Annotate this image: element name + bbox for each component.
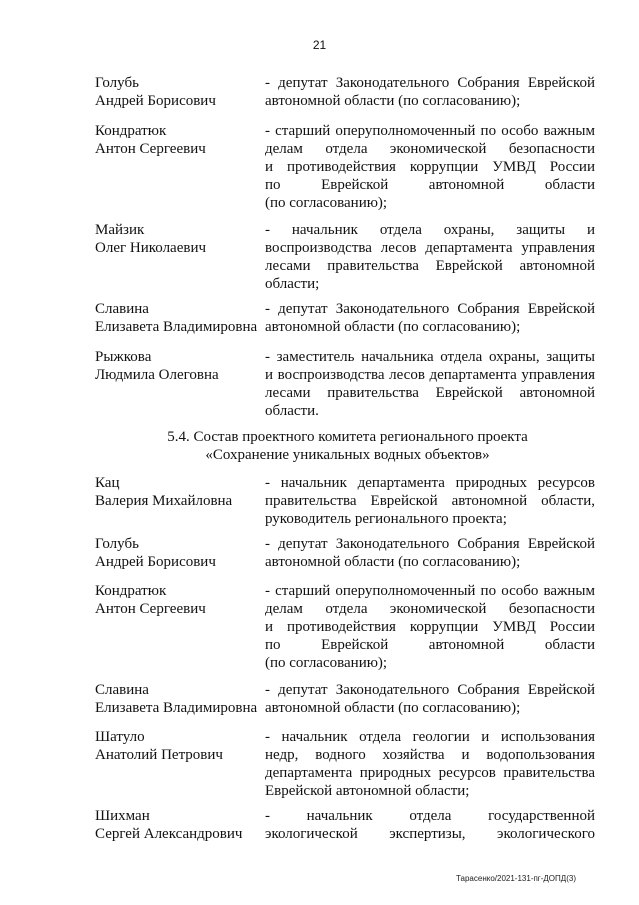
member-role: - депутат Законодательного Собрания Еврейской автономной области (по согласованию); bbox=[265, 682, 595, 716]
member-name: Кондратюк Антон Сергеевич bbox=[95, 123, 206, 157]
document-code: Тарасенко/2021-131-пг-ДОПД(3) bbox=[456, 874, 576, 883]
member-role: - депутат Законодательного Собрания Еврейской автономной области (по согласованию); bbox=[265, 536, 595, 570]
member-name: Майзик Олег Николаевич bbox=[95, 222, 207, 256]
member-role: - депутат Законодательного Собрания Еврейской автономной области (по согласованию); bbox=[265, 301, 595, 335]
member-name: Голубь Андрей Борисович bbox=[95, 75, 216, 109]
member-role: - начальник отдела государственной экологической экспертизы, экологического bbox=[265, 808, 595, 842]
member-role: - старший оперуполномоченный по особо важным делам отдела экономической безопасности и противодействия коррупции УМВД России по Еврейской автономной области (по согласованию); bbox=[265, 123, 595, 211]
member-name: Шатуло Анатолий Петрович bbox=[95, 729, 223, 763]
member-role: - старший оперуполномоченный по особо важным делам отдела экономической безопасности и противодействия коррупции УМВД России по Еврейской автономной области (по согласованию); bbox=[265, 583, 595, 671]
member-role: - начальник департамента природных ресурсов правительства Еврейской автономной области, руководитель регионального проекта; bbox=[265, 475, 595, 527]
member-name: Кондратюк Антон Сергеевич bbox=[95, 583, 206, 617]
member-name: Голубь Андрей Борисович bbox=[95, 536, 216, 570]
member-name: Рыжкова Людмила Олеговна bbox=[95, 349, 219, 383]
member-name: Кац Валерия Михайловна bbox=[95, 475, 233, 509]
member-name: Славина Елизавета Владимировна bbox=[95, 301, 258, 335]
member-name: Шихман Сергей Александрович bbox=[95, 808, 243, 842]
member-name: Славина Елизавета Владимировна bbox=[95, 682, 258, 716]
section-title: 5.4. Состав проектного комитета регионального проекта «Сохранение уникальных водных объектов» bbox=[167, 429, 528, 463]
member-role: - депутат Законодательного Собрания Еврейской автономной области (по согласованию); bbox=[265, 75, 595, 109]
member-role: - начальник отдела геологии и использования недр, водного хозяйства и водопользования департамента природных ресурсов правительства Еврейской автономной области; bbox=[265, 729, 595, 799]
member-role: - начальник отдела охраны, защиты и воспроизводства лесов департамента управления лесами правительства Еврейской автономной области; bbox=[265, 222, 595, 292]
member-role: - заместитель начальника отдела охраны, защиты и воспроизводства лесов департамента управления лесами правительства Еврейской автономной области. bbox=[265, 349, 595, 419]
page-number: 21 bbox=[312, 38, 327, 52]
